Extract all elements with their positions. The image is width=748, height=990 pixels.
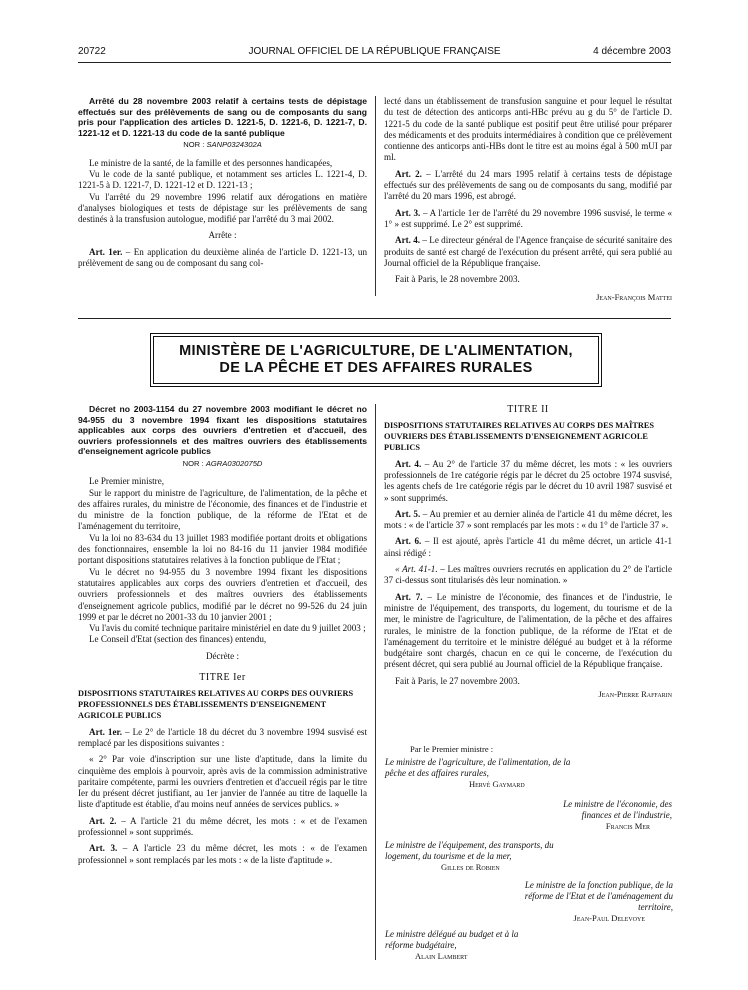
- ministry-heading: [154, 343, 598, 377]
- decret-article-1: Art. 1er. – Le 2° de l'article 18 du décret du 3 novembre 1994 susvisé est remplacé par les dispositions suivantes :: [78, 726, 367, 748]
- column-divider: [375, 404, 376, 960]
- decret-fait: Fait à Paris, le 27 novembre 2003.: [395, 675, 520, 686]
- arrete-para: Le ministre de la santé, de la famille et des personnes handicapées,: [89, 157, 333, 168]
- decret-article-7: Art. 7. – Le ministre de l'économie, des finances et de l'industrie, le ministre de l'équipement, des transports, du logement, du tourisme et de la mer, le ministre de l'agriculture, de l'alimentation, de la pêche et des affaires rurales, le ministre de la fonction publique, de la réforme de l'Etat et de l'aménagement du territoire et le ministre délégué au budget et à la réforme budgétaire sont chargés, chacun en ce qui le concerne, de l'exécution du présent décret, qui sera publié au Journal officiel de la République française.: [384, 591, 672, 670]
- countersignature-name: Alain Lambert: [415, 951, 468, 961]
- pm-signature: Jean-Pierre Raffarin: [598, 689, 672, 700]
- countersignature-name: Jean-Paul Delevoye: [573, 913, 645, 923]
- decret-nor: NOR : AGRA0302075D: [182, 458, 263, 468]
- decret-decrete-label: Décrète :: [205, 650, 240, 661]
- countersignature-role: Le ministre de l'équipement, des transports, du logement, du tourisme et de la mer,: [385, 840, 554, 861]
- header-rule: [78, 62, 671, 63]
- arrete-nor: NOR : SANP0324302A: [183, 140, 262, 150]
- ministry-heading-box: [153, 336, 599, 384]
- ministry-heading-line: MINISTÈRE DE L'AGRICULTURE, DE L'ALIMENTATION,: [179, 343, 573, 359]
- arrete-left-column: [78, 96, 367, 269]
- decret-para: Vu le décret no 94-955 du 3 novembre 1994 fixant les dispositions statutaires applicables aux corps des ouvriers d'entretien et d'accueil, des ouvriers professionnels et des maîtres ouvriers des établissements d'enseignement agricole publics, modifié par le décret no 99-526 du 24 juin 1999 et par le décret no 2001-33 du 10 janvier 2001 ;: [78, 566, 367, 622]
- countersignature-name: Hervé Gaymard: [469, 779, 525, 789]
- section-rule: [78, 318, 671, 319]
- decret-para: Vu la loi no 83-634 du 13 juillet 1983 modifiée portant droits et obligations des fonctionnaires, ensemble la loi no 84-16 du 11 janvier 1984 modifiée portant dispositions statutaires relatives à la fonction publique de l'Etat ;: [78, 532, 367, 566]
- countersignature: [503, 880, 673, 924]
- titre-2: TITRE II: [507, 404, 549, 415]
- countersignature-role: Le ministre de l'agriculture, de l'alimentation, de la pêche et des affaires rurales,: [385, 757, 571, 778]
- decret-article-2: Art. 2. – A l'article 21 du même décret, les mots : « et de l'examen professionnel » sont supprimés.: [78, 815, 367, 838]
- arrete-article-1: Art. 1er. – En application du deuxième alinéa de l'article D. 1221-13, un prélèvement de sang ou de composant du sang col-: [78, 246, 367, 269]
- column-divider: [375, 96, 376, 296]
- decret-para: Vu l'avis du comité technique paritaire ministériel en date du 9 juillet 2003 ;: [89, 623, 366, 634]
- running-header: [78, 44, 671, 60]
- titre-1: TITRE Ier: [199, 672, 246, 684]
- decret-para: Le Premier ministre,: [89, 476, 165, 487]
- issue-date: 4 décembre 2003: [593, 46, 671, 57]
- arrete-right-column: [384, 96, 672, 304]
- decret-nor-code: AGRA0302075D: [205, 458, 263, 468]
- journal-title: JOURNAL OFFICIEL DE LA RÉPUBLIQUE FRANÇAISE: [248, 46, 501, 57]
- arrete-nor-code: SANP0324302A: [206, 140, 262, 150]
- decret-article-5: Art. 5. – Au premier et au dernier alinéa de l'article 41 du même décret, les mots : « de l'article 37 » sont remplacés par les mots : « du 1° de l'article 37 ».: [384, 508, 673, 531]
- countersignature: [532, 799, 672, 832]
- arrete-arrete-label: Arrête :: [208, 230, 237, 241]
- countersignature-role: Le ministre de l'économie, des finances et de l'industrie,: [563, 799, 672, 820]
- arrete-para: Vu le code de la santé publique, et notamment ses articles L. 1221-4, D. 1221-5 à D. 1221-7, D. 1221-12 et D. 1221-13 ;: [78, 168, 367, 191]
- decret-para: Sur le rapport du ministre de l'agriculture, de l'alimentation, de la pêche et des affaires rurales, du ministre de l'économie, des finances et de l'industrie et du ministre de la fonction publique, de la réforme de l'Etat et de l'aménagement du territoire,: [78, 487, 367, 532]
- ministry-heading-line: DE LA PÊCHE ET DES AFFAIRES RURALES: [219, 360, 533, 376]
- par-le-premier-ministre: Par le Premier ministre :: [410, 744, 494, 754]
- arrete-article-3: Art. 3. – A l'article 1er de l'arrêté du 29 novembre 1996 susvisé, le terme « 1° » est supprimé. Le 2° est supprimé.: [384, 207, 673, 229]
- decret-para: Le Conseil d'Etat (section des finances) entendu,: [89, 634, 267, 645]
- decret-title: Décret no 2003-1154 du 27 novembre 2003 modifiant le décret no 94-955 du 3 novembre 1994 fixant les dispositions statutaires applicables aux corps des ouvriers d'entretien et d'accueil, des ouvriers professionnels et des maîtres ouvriers des établissements d'enseignement agricole publics: [78, 404, 367, 457]
- decret-right-column: [384, 404, 672, 700]
- titre-1-heading: DISPOSITIONS STATUTAIRES RELATIVES AU CORPS DES OUVRIERS PROFESSIONNELS DES ÉTABLISSEMENTS D'ENSEIGNEMENT AGRICOLE PUBLICS: [78, 689, 354, 720]
- decret-article-6: Art. 6. – Il est ajouté, après l'article 41 du même décret, un article 41-1 ainsi rédigé :: [384, 536, 672, 558]
- arrete-article-4: Art. 4. – Le directeur général de l'Agence française de sécurité sanitaire des produits de santé est chargé de l'exécution du présent arrêté, qui sera publié au Journal officiel de la République française.: [384, 235, 672, 268]
- countersignature: [385, 757, 575, 790]
- decret-article-1-quote: « 2° Par voie d'inscription sur une liste d'aptitude, dans la limite du cinquième des emplois à pourvoir, après avis de la commission administrative paritaire compétente, parmi les ouvriers d'entretien et d'accueil régis par le titre Ier du présent décret justifiant, au 1er janvier de l'année au titre de laquelle la liste d'aptitude est établie, d'au moins neuf années de services publics. »: [78, 754, 367, 810]
- arrete-title: Arrêté du 28 novembre 2003 relatif à certains tests de dépistage effectués sur des prélèvements de sang ou de composants du sang pris pour l'application des articles D. 1221-5, D. 1221-6, D. 1221-7, D. 1221-12 et D. 1221-13 du code de la santé publique: [78, 96, 367, 138]
- arrete-fait: Fait à Paris, le 28 novembre 2003.: [395, 274, 520, 285]
- decret-article-4: Art. 4. – Au 2° de l'article 37 du même décret, les mots : « les ouvriers professionnels de 1re catégorie régis par le décret du 25 octobre 1974 susvisé, les agents chefs de 1re catégorie régis par le décret du 10 avril 1987 susvisé et » sont supprimés.: [384, 458, 673, 503]
- countersignature: [385, 840, 565, 873]
- arrete-para: Vu l'arrêté du 29 novembre 1996 relatif aux dérogations en matière d'analyses biologiques et tests de dépistage sur les prélèvements de sang destinés à la transfusion autologue, modifié par l'arrêté du 3 mai 2002.: [78, 191, 367, 225]
- decret-left-column: [78, 404, 367, 866]
- countersignature-name: Francis Mer: [605, 821, 650, 831]
- countersignature: [385, 929, 535, 962]
- countersignature-name: Gilles de Robien: [441, 862, 500, 872]
- arrete-article-1-continued: lecté dans un établissement de transfusion sanguine et pour lequel le résultat du test de détection des anticorps anti-HBc prévu au g du 5° de l'article D. 1221-5 du code de la santé publique est positif peut être utilisé pour préparer des médicaments et des produits intermédiaires à condition que ce prélèvement contienne des anticorps anti-HBs dont le titre est au moins égal à 500 mUI par ml.: [384, 96, 672, 163]
- arrete-signature: Jean-François Mattei: [596, 292, 672, 303]
- arrete-article-2: Art. 2. – L'arrêté du 24 mars 1995 relatif à certains tests de dépistage effectués sur des prélèvements de sang ou de composants du sang, modifié par l'arrêté du 20 mars 1996, est abrogé.: [384, 168, 672, 202]
- decret-article-3: Art. 3. – A l'article 23 du même décret, les mots : « de l'examen professionnel » sont remplacés par les mots : « de la liste d'aptitude ».: [78, 843, 367, 865]
- page-number: 20722: [78, 46, 106, 57]
- titre-2-heading: DISPOSITIONS STATUTAIRES RELATIVES AU CORPS DES MAÎTRES OUVRIERS DES ÉTABLISSEMENTS D'ENSEIGNEMENT AGRICOLE PUBLICS: [384, 421, 655, 452]
- countersignature-role: Le ministre délégué au budget et à la réforme budgétaire,: [385, 929, 519, 950]
- decret-article-6-quote: « Art. 41-1. – Les maîtres ouvriers recrutés en application du 2° de l'article 37 ci-dessus sont titularisés dès leur nomination. »: [384, 564, 672, 586]
- countersignature-role: Le ministre de la fonction publique, de la réforme de l'Etat et de l'aménagement du territoire,: [524, 880, 673, 912]
